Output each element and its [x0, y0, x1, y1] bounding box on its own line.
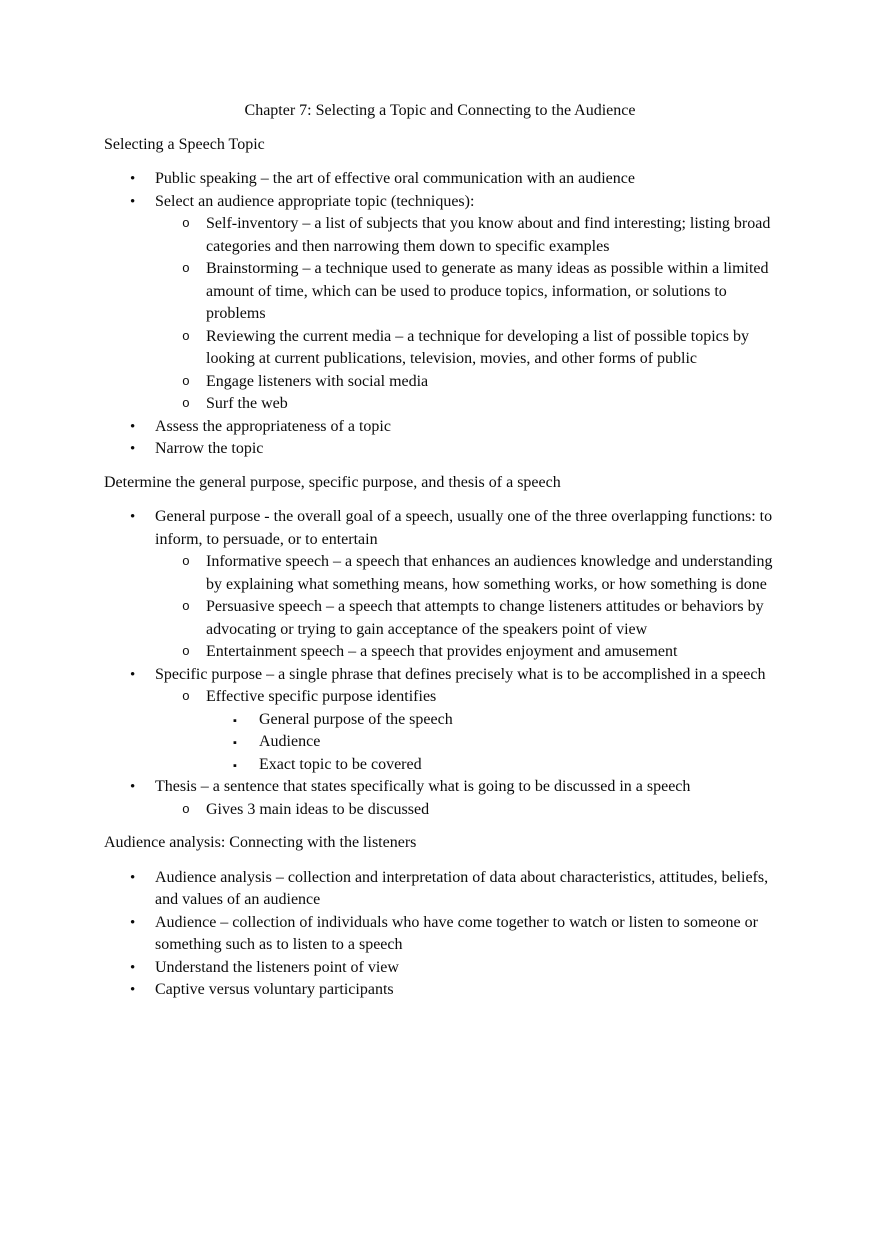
bullet-disc-icon: • — [130, 171, 136, 187]
section-heading: Determine the general purpose, specific purpose, and thesis of a speech — [104, 473, 561, 491]
list-item-text: Gives 3 main ideas to be discussed — [206, 800, 430, 818]
bullet-square-icon: ▪ — [233, 759, 237, 772]
list-item-text: Select an audience appropriate topic (techniques): — [155, 192, 475, 210]
list-item — [104, 664, 776, 687]
list-item-text: Specific purpose – a single phrase that defines precisely what is to be accomplished in a speech — [155, 665, 766, 683]
bullet-circle-icon: o — [182, 801, 190, 817]
bullet-list — [104, 867, 776, 1002]
list-item-text: Audience — [259, 733, 321, 750]
list-item — [104, 596, 776, 641]
bullet-disc-icon: • — [130, 779, 136, 795]
list-item-text: Understand the listeners point of view — [155, 958, 399, 976]
list-item-text: Brainstorming – a technique used to generate as many ideas as possible within a limited amount of time, which can be used to produce topics, information, or solutions to problems — [206, 260, 769, 322]
section-heading: Selecting a Speech Topic — [104, 135, 265, 153]
bullet-circle-icon: o — [182, 216, 190, 231]
list-item — [104, 912, 776, 957]
document-title: Chapter 7: Selecting a Topic and Connecting to the Audience — [244, 102, 636, 119]
bullet-disc-icon: • — [130, 869, 136, 886]
list-item — [104, 867, 776, 912]
list-item-text: Thesis – a sentence that states specifically what is going to be discussed in a speech — [155, 778, 691, 795]
list-item — [104, 506, 776, 551]
bullet-circle-icon: o — [182, 689, 190, 704]
list-item — [104, 191, 776, 214]
list-item — [104, 213, 776, 258]
list-item — [104, 731, 776, 754]
list-item-text: Captive versus voluntary participants — [155, 981, 394, 998]
list-item-text: General purpose - the overall goal of a speech, usually one of the three overlapping functions: to inform, to persuade, or to entertain — [155, 508, 773, 548]
list-item — [104, 686, 776, 709]
bullet-disc-icon: • — [130, 666, 136, 683]
list-item-text: Persuasive speech – a speech that attempts to change listeners attitudes or behaviors by advocating or trying to gain acceptance of the speakers point of view — [206, 598, 764, 638]
bullet-circle-icon: o — [182, 644, 190, 659]
list-item-text: Informative speech – a speech that enhances an audiences knowledge and understanding by explaining what something means, how something works, or how something is done — [206, 553, 773, 593]
bullet-disc-icon: • — [130, 509, 136, 525]
list-item-text: Engage listeners with social media — [206, 372, 429, 390]
list-item-text: Exact topic to be covered — [259, 755, 422, 773]
section-heading: Audience analysis: Connecting with the listeners — [104, 834, 417, 851]
list-item — [104, 168, 776, 191]
list-item — [104, 326, 776, 371]
bullet-disc-icon: • — [130, 418, 136, 435]
bullet-circle-icon: o — [182, 396, 190, 411]
bullet-disc-icon: • — [130, 193, 136, 210]
list-item-text: Narrow the topic — [155, 440, 264, 457]
bullet-list — [104, 168, 776, 461]
bullet-disc-icon: • — [130, 959, 136, 976]
list-item-text: Assess the appropriateness of a topic — [155, 417, 391, 435]
list-item-text: General purpose of the speech — [259, 710, 453, 728]
list-item-text: Reviewing the current media – a technique for developing a list of possible topics by looking at current publications, television, movies, and other forms of public — [206, 327, 749, 367]
list-item-text: Entertainment speech – a speech that provides enjoyment and amusement — [206, 643, 678, 660]
bullet-circle-icon: o — [182, 373, 190, 389]
bullet-circle-icon: o — [182, 599, 190, 614]
bullet-square-icon: ▪ — [233, 714, 237, 727]
bullet-circle-icon: o — [182, 261, 190, 276]
list-item-text: Audience analysis – collection and interpretation of data about characteristics, attitudes, beliefs, and values of an audience — [155, 868, 769, 908]
list-item — [104, 551, 776, 596]
bullet-disc-icon: • — [130, 914, 136, 931]
list-item — [104, 754, 776, 777]
list-item-text: Audience – collection of individuals who have come together to watch or listen to someone or something such as to listen to a speech — [155, 913, 758, 953]
list-item-text: Surf the web — [206, 395, 288, 412]
list-item-text: Public speaking – the art of effective oral communication with an audience — [155, 170, 635, 187]
list-item — [104, 641, 776, 664]
list-item — [104, 371, 776, 394]
list-item — [104, 799, 776, 822]
list-item — [104, 776, 776, 799]
list-item — [104, 393, 776, 416]
bullet-disc-icon: • — [130, 441, 136, 457]
bullet-circle-icon: o — [182, 554, 190, 569]
bullet-square-icon: ▪ — [233, 737, 237, 749]
list-item-text: Effective specific purpose identifies — [206, 688, 437, 705]
bullet-list — [104, 506, 776, 821]
list-item — [104, 979, 776, 1002]
bullet-circle-icon: o — [182, 328, 190, 344]
list-item-text: Self-inventory – a list of subjects that you know about and find interesting; listing broad categories and then narrowing them down to specific examples — [206, 215, 771, 255]
list-item — [104, 416, 776, 439]
list-item — [104, 957, 776, 980]
list-item — [104, 709, 776, 732]
list-item — [104, 258, 776, 326]
bullet-disc-icon: • — [130, 982, 136, 998]
list-item — [104, 438, 776, 461]
